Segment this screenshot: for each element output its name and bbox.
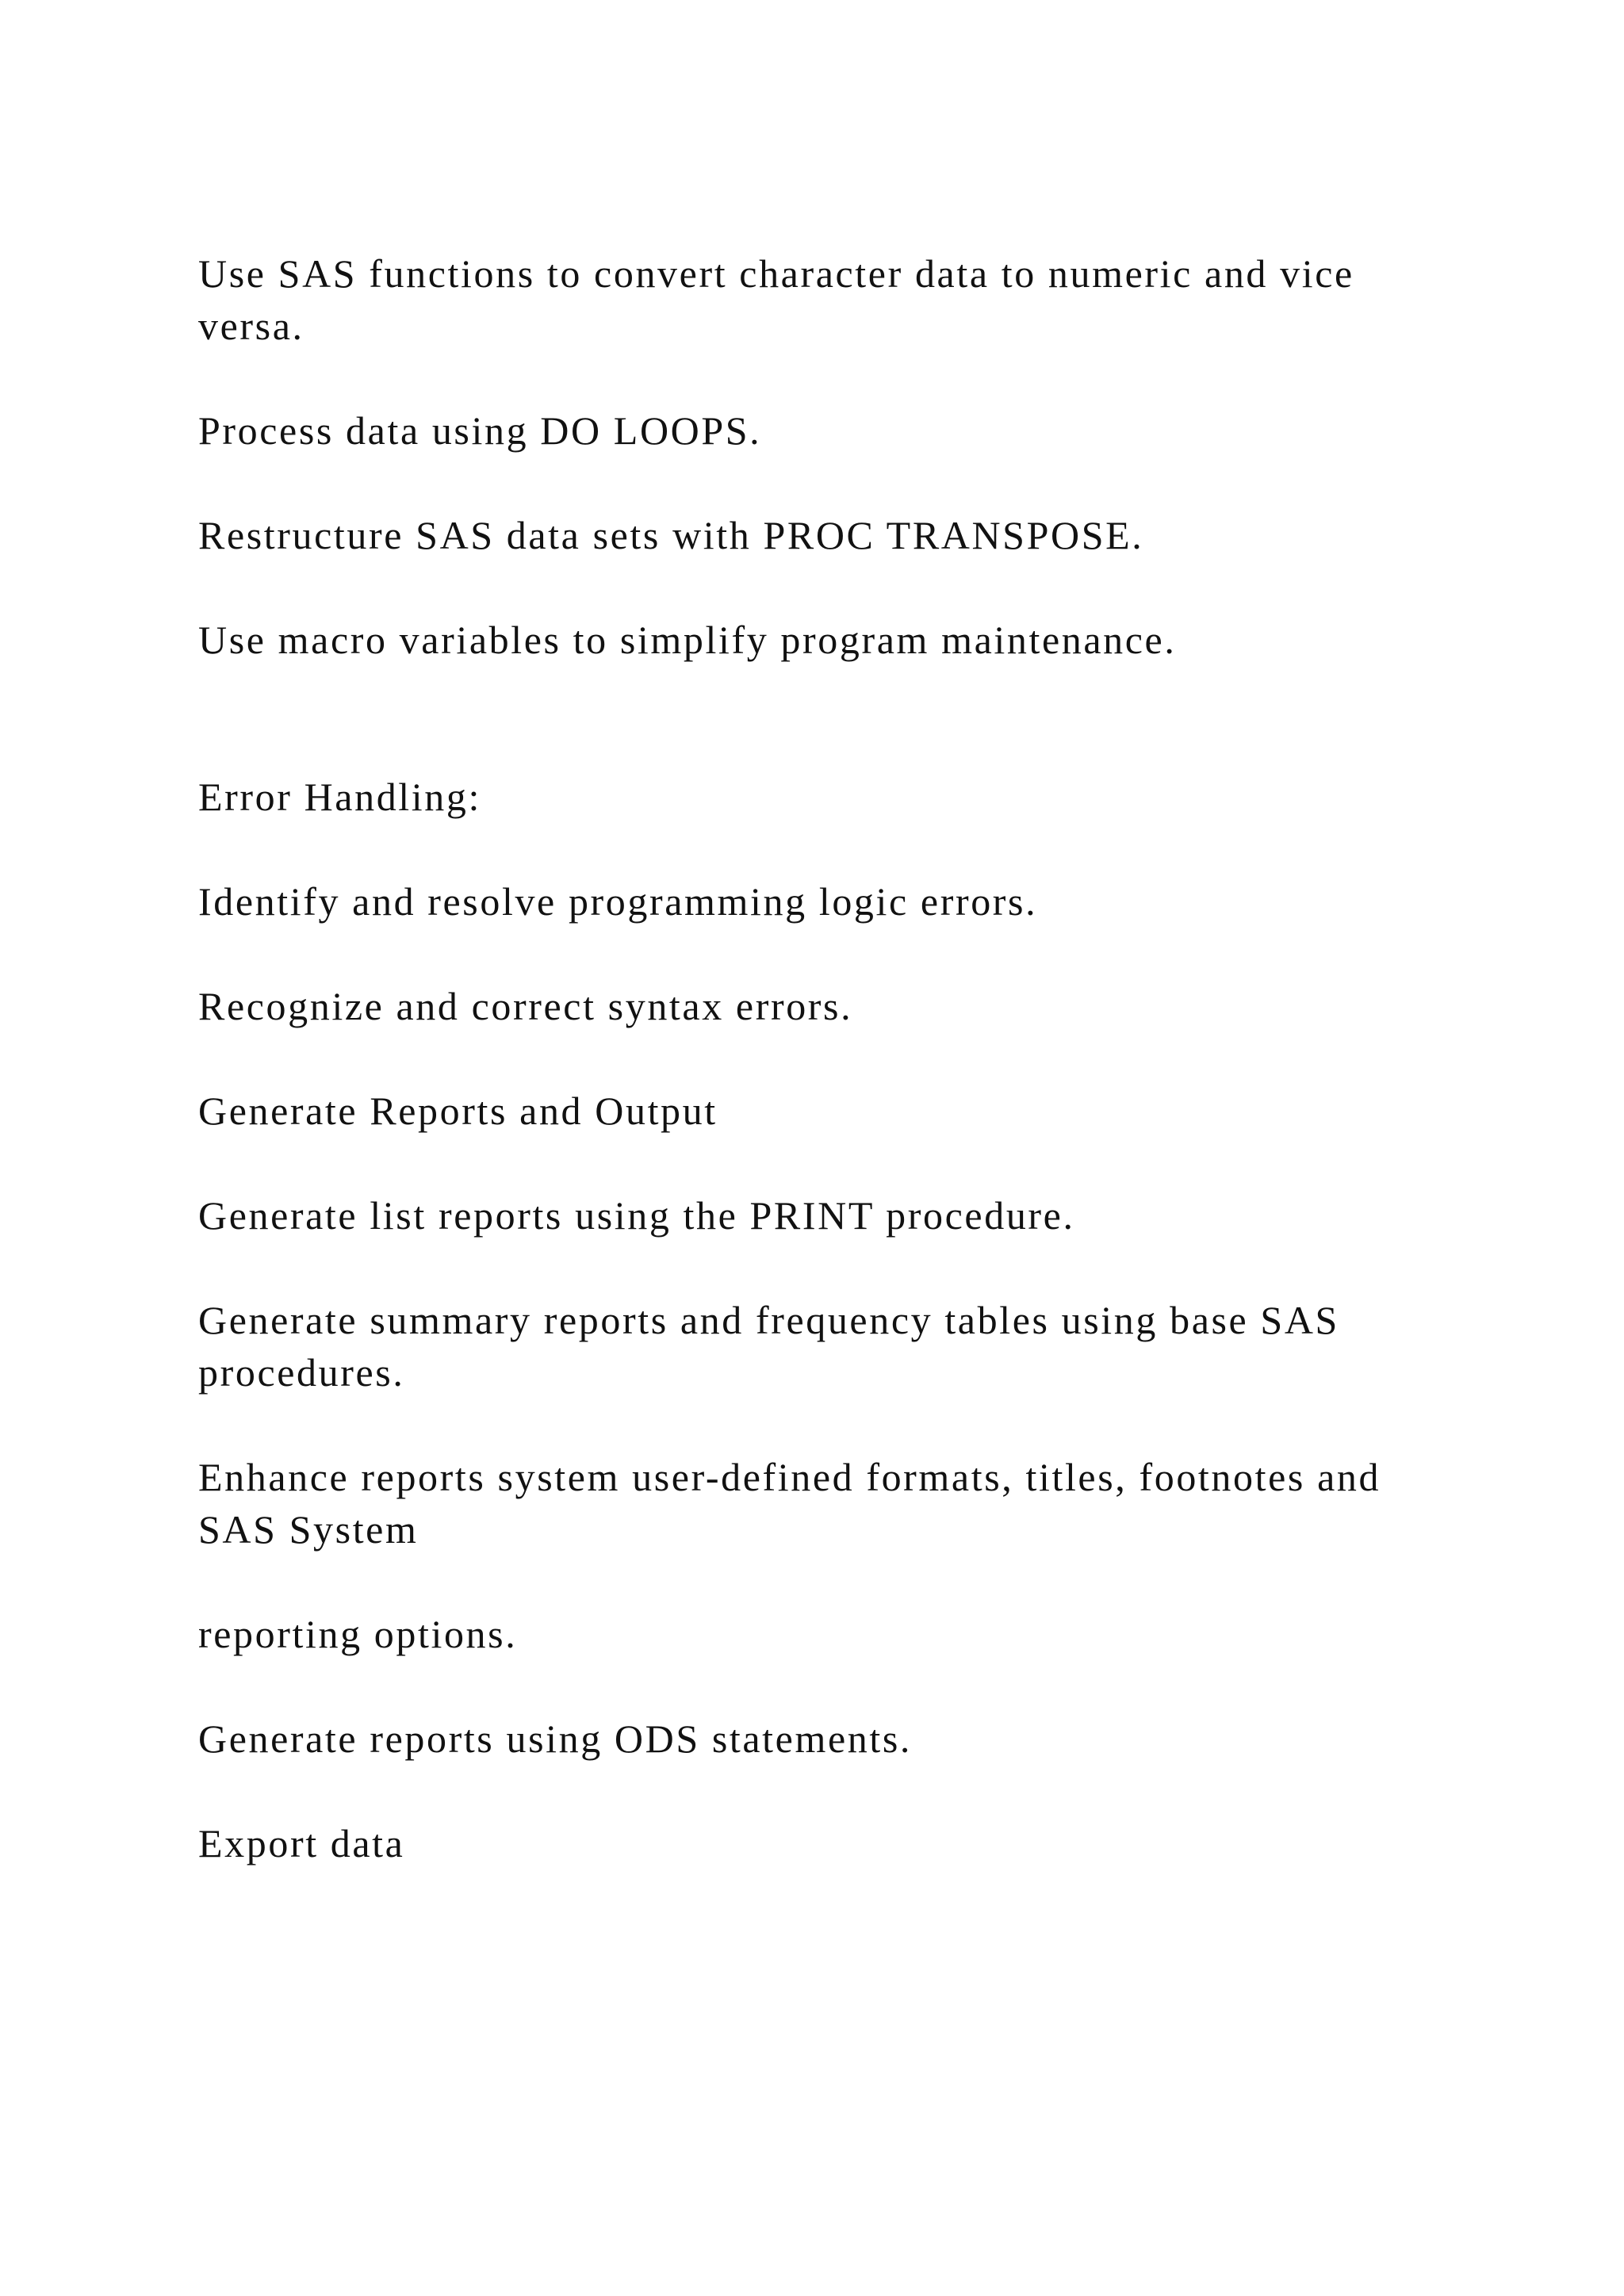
heading-generate-reports: Generate Reports and Output bbox=[198, 1089, 718, 1133]
paragraph-ods-statements: Generate reports using ODS statements. bbox=[198, 1716, 912, 1761]
paragraph-summary-reports: Generate summary reports and frequency tables using base SAS procedures. bbox=[198, 1298, 1339, 1395]
heading-error-handling: Error Handling: bbox=[198, 775, 481, 819]
paragraph-macro-variables: Use macro variables to simplify program maintenance. bbox=[198, 618, 1177, 662]
paragraph-convert-functions: Use SAS functions to convert character data to numeric and vice versa. bbox=[198, 251, 1354, 348]
paragraph-enhance-reports: Enhance reports system user-defined formats, titles, footnotes and SAS System bbox=[198, 1455, 1381, 1552]
paragraph-logic-errors: Identify and resolve programming logic errors. bbox=[198, 879, 1038, 924]
paragraph-print-procedure: Generate list reports using the PRINT procedure. bbox=[198, 1193, 1075, 1238]
paragraph-do-loops: Process data using DO LOOPS. bbox=[198, 408, 762, 453]
paragraph-reporting-options: reporting options. bbox=[198, 1612, 518, 1656]
paragraph-proc-transpose: Restructure SAS data sets with PROC TRANSPOSE. bbox=[198, 513, 1144, 557]
paragraph-export-data: Export data bbox=[198, 1821, 405, 1866]
paragraph-syntax-errors: Recognize and correct syntax errors. bbox=[198, 984, 853, 1028]
